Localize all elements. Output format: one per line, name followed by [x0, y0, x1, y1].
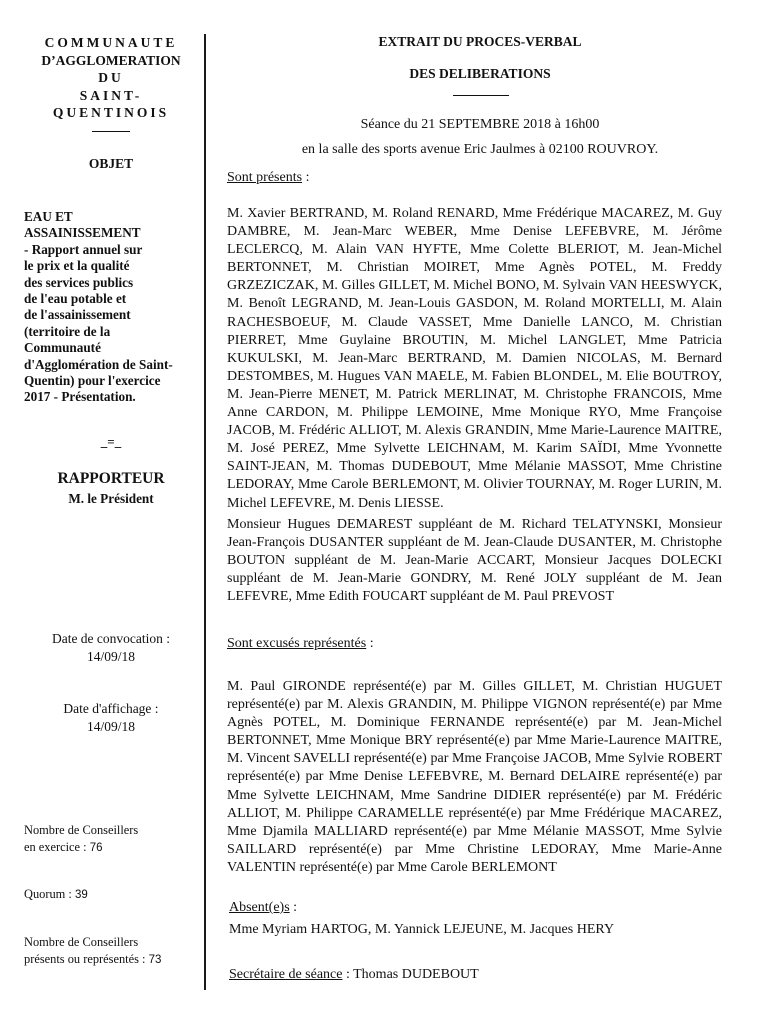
subject-line: des services publics [24, 274, 134, 290]
exercice-line2 [24, 839, 138, 857]
subject-line: d'Agglomération de Saint- [24, 356, 173, 372]
objet-heading: OBJET [88, 156, 134, 171]
org-line: QUENTINOIS [52, 105, 170, 120]
convocation-label: Date de convocation : [51, 631, 171, 646]
presents-line2 [24, 951, 161, 969]
presents-label-left: présents ou représentés : [24, 951, 149, 966]
convocation-date-block [18, 630, 204, 665]
subject-line: 2017 - Présentation. [24, 389, 136, 405]
conseillers-presents [24, 934, 161, 968]
document-title-line2: DES DELIBERATIONS [409, 66, 551, 81]
column-divider [204, 34, 206, 990]
document-title-line1: EXTRAIT DU PROCES-VERBAL [378, 34, 582, 49]
convocation-date: 14/09/18 [86, 648, 135, 664]
subject-line: Communauté [24, 340, 101, 356]
secretaire-label: Secrétaire de séance [229, 967, 343, 982]
org-line: SAINT- [79, 87, 143, 103]
rapporteur-name: M. le Président [68, 491, 154, 506]
subject-line: de l'assainissement [24, 307, 131, 323]
excuses-heading [227, 636, 374, 652]
exercice-value: 76 [89, 841, 103, 854]
presents-heading [227, 170, 309, 186]
suppleants-list: Monsieur Hugues DEMAREST suppléant de M. Richard TELATYNSKI, Monsieur Jean-François DUSANTER suppléant de M. Jean-Claude DUSANTER, M. Christophe BOUTON suppléant de M. Jean-Marie ACCART, Monsieur Jacques DOLECKI suppléant de M. Jean-Marie GONDRY, M. René JOLY suppléant de M. Jean LEFEVRE, Mme Edith FOUCART suppléant de M. Paul PREVOST [227, 517, 722, 605]
subject-line: le prix et la qualité [24, 258, 130, 274]
secretaire-value: : Thomas DUDEBOUT [342, 967, 479, 982]
conseillers-exercice [24, 822, 138, 856]
org-rule [92, 131, 130, 132]
absent-heading-suffix: : [289, 900, 298, 915]
org-line: D’AGGLOMERATION [41, 52, 181, 68]
subject-line: EAU ET [24, 209, 73, 224]
presents-line1: Nombre de Conseillers [24, 935, 139, 949]
separator-mark: _=_ [100, 434, 122, 449]
excuses-heading-suffix: : [366, 636, 374, 651]
quorum-value: 39 [74, 889, 88, 901]
absent-list: Mme Myriam HARTOG, M. Yannick LEJEUNE, M. Jacques HERY [229, 922, 615, 937]
subject-line: ASSAINISSEMENT [24, 225, 141, 241]
seance-date: Séance du 21 SEPTEMBRE 2018 à 16h00 [360, 117, 600, 132]
presents-heading-suffix: : [302, 170, 310, 185]
absent-heading [229, 900, 297, 916]
subject-line: de l'eau potable et [24, 291, 127, 307]
org-line: DU [98, 70, 124, 85]
presents-heading-text: Sont présents [227, 170, 303, 185]
secretaire-line [229, 967, 479, 983]
affichage-label: Date d'affichage : [63, 701, 159, 716]
subject-line: Quentin) pour l'exercice [24, 373, 161, 389]
title-rule [453, 95, 509, 96]
exercice-line1: Nombre de Conseillers [24, 823, 139, 837]
quorum-label: Quorum : [24, 887, 75, 901]
subject-block [24, 209, 204, 406]
org-line: COMMUNAUTE [44, 35, 178, 50]
affichage-date-block [18, 700, 204, 735]
rapporteur-heading: RAPPORTEUR [57, 470, 165, 487]
seance-location: en la salle des sports avenue Eric Jaulmes à 02100 ROUVROY. [301, 142, 659, 157]
organization-name [18, 34, 204, 132]
presents-value: 73 [148, 953, 162, 966]
quorum [24, 886, 88, 904]
affichage-date: 14/09/18 [86, 718, 135, 734]
presents-list: M. Xavier BERTRAND, M. Roland RENARD, Mme Frédérique MACAREZ, M. Guy DAMBRE, M. Jean-Marc WEBER, Mme Denise LEFEBVRE, M. Jérôme LECLERCQ, M. Alain VAN HYFTE, Mme Colette BLERIOT, M. Jean-Michel BERTONNET, M. Christian MOIRET, Mme Agnès POTEL, M. Freddy GRZEZICZAK, M. Gilles GILLET, M. Michel BONO, M. Sylvain VAN HEESWYCK, M. Benoît LEGRAND, M. Jean-Louis GASDON, M. Roland MORTELLI, M. Alain RACHESBOEUF, M. Claude VASSET, Mme Danielle LANCO, M. Christian PIERRET, Mme Guylaine BROUTIN, M. Michel LANGLET, Mme Patricia KUKULSKI, M. Jean-Marc BERTRAND, M. Damien NICOLAS, M. Bernard DESTOMBES, M. Hugues VAN MAELE, M. Fabien BLONDEL, M. Elie BOUTROY, M. Jean-Pierre MENET, M. Patrick MERLINAT, M. Christophe FRANCOIS, Mme Anne CARDON, M. Philippe LEMOINE, Mme Monique RYO, Mme Françoise JACOB, M. Frédéric ALLIOT, M. Alexis GRANDIN, Mme Marie-Laurence MAITRE, M. José PEREZ, Mme Sylvette LEICHNAM, M. Karim SAÏDI, Mme Yvonnette SAINT-JEAN, M. Thomas DUDEBOUT, Mme Mélanie MASSOT, Mme Christine LEDORAY, Mme Carole BERLEMONT, M. Olivier TOURNAY, M. Roger LURIN, M. Michel LEFEVRE, M. Denis LIESSE. [227, 206, 722, 511]
excuses-list: M. Paul GIRONDE représenté(e) par M. Gilles GILLET, M. Christian HUGUET représenté(e) par M. Alexis GRANDIN, M. Philippe VIGNON représenté(e) par Mme Agnès POTEL, M. Dominique FERNANDE représenté(e) par M. Jean-Michel BERTONNET, Mme Monique BRY représenté(e) par Mme Marie-Laurence MAITRE, M. Vincent SAVELLI représenté(e) par Mme Françoise JACOB, Mme Sylvie ROBERT représenté(e) par Mme Denise LEFEBVRE, M. Bernard DELAIRE représenté(e) par Mme Sylvette LEICHNAM, Mme Sandrine DIDIER représenté(e) par M. Frédéric ALLIOT, M. Philippe CARAMELLE représenté(e) par Mme Frédérique MACAREZ, Mme Djamila MALLIARD représenté(e) par Mme Mélanie MASSOT, Mme Sylvie SAILLARD représenté(e) par Mme Christine LEDORAY, Mme Marie-Anne VALENTIN représenté(e) par Mme Carole BERLEMONT [227, 679, 722, 875]
exercice-label: en exercice : [24, 839, 90, 854]
absent-heading-text: Absent(e)s [229, 900, 290, 915]
excuses-heading-text: Sont excusés représentés [227, 636, 367, 651]
subject-line: (territoire de la [24, 323, 111, 339]
subject-line: - Rapport annuel sur [24, 241, 143, 257]
